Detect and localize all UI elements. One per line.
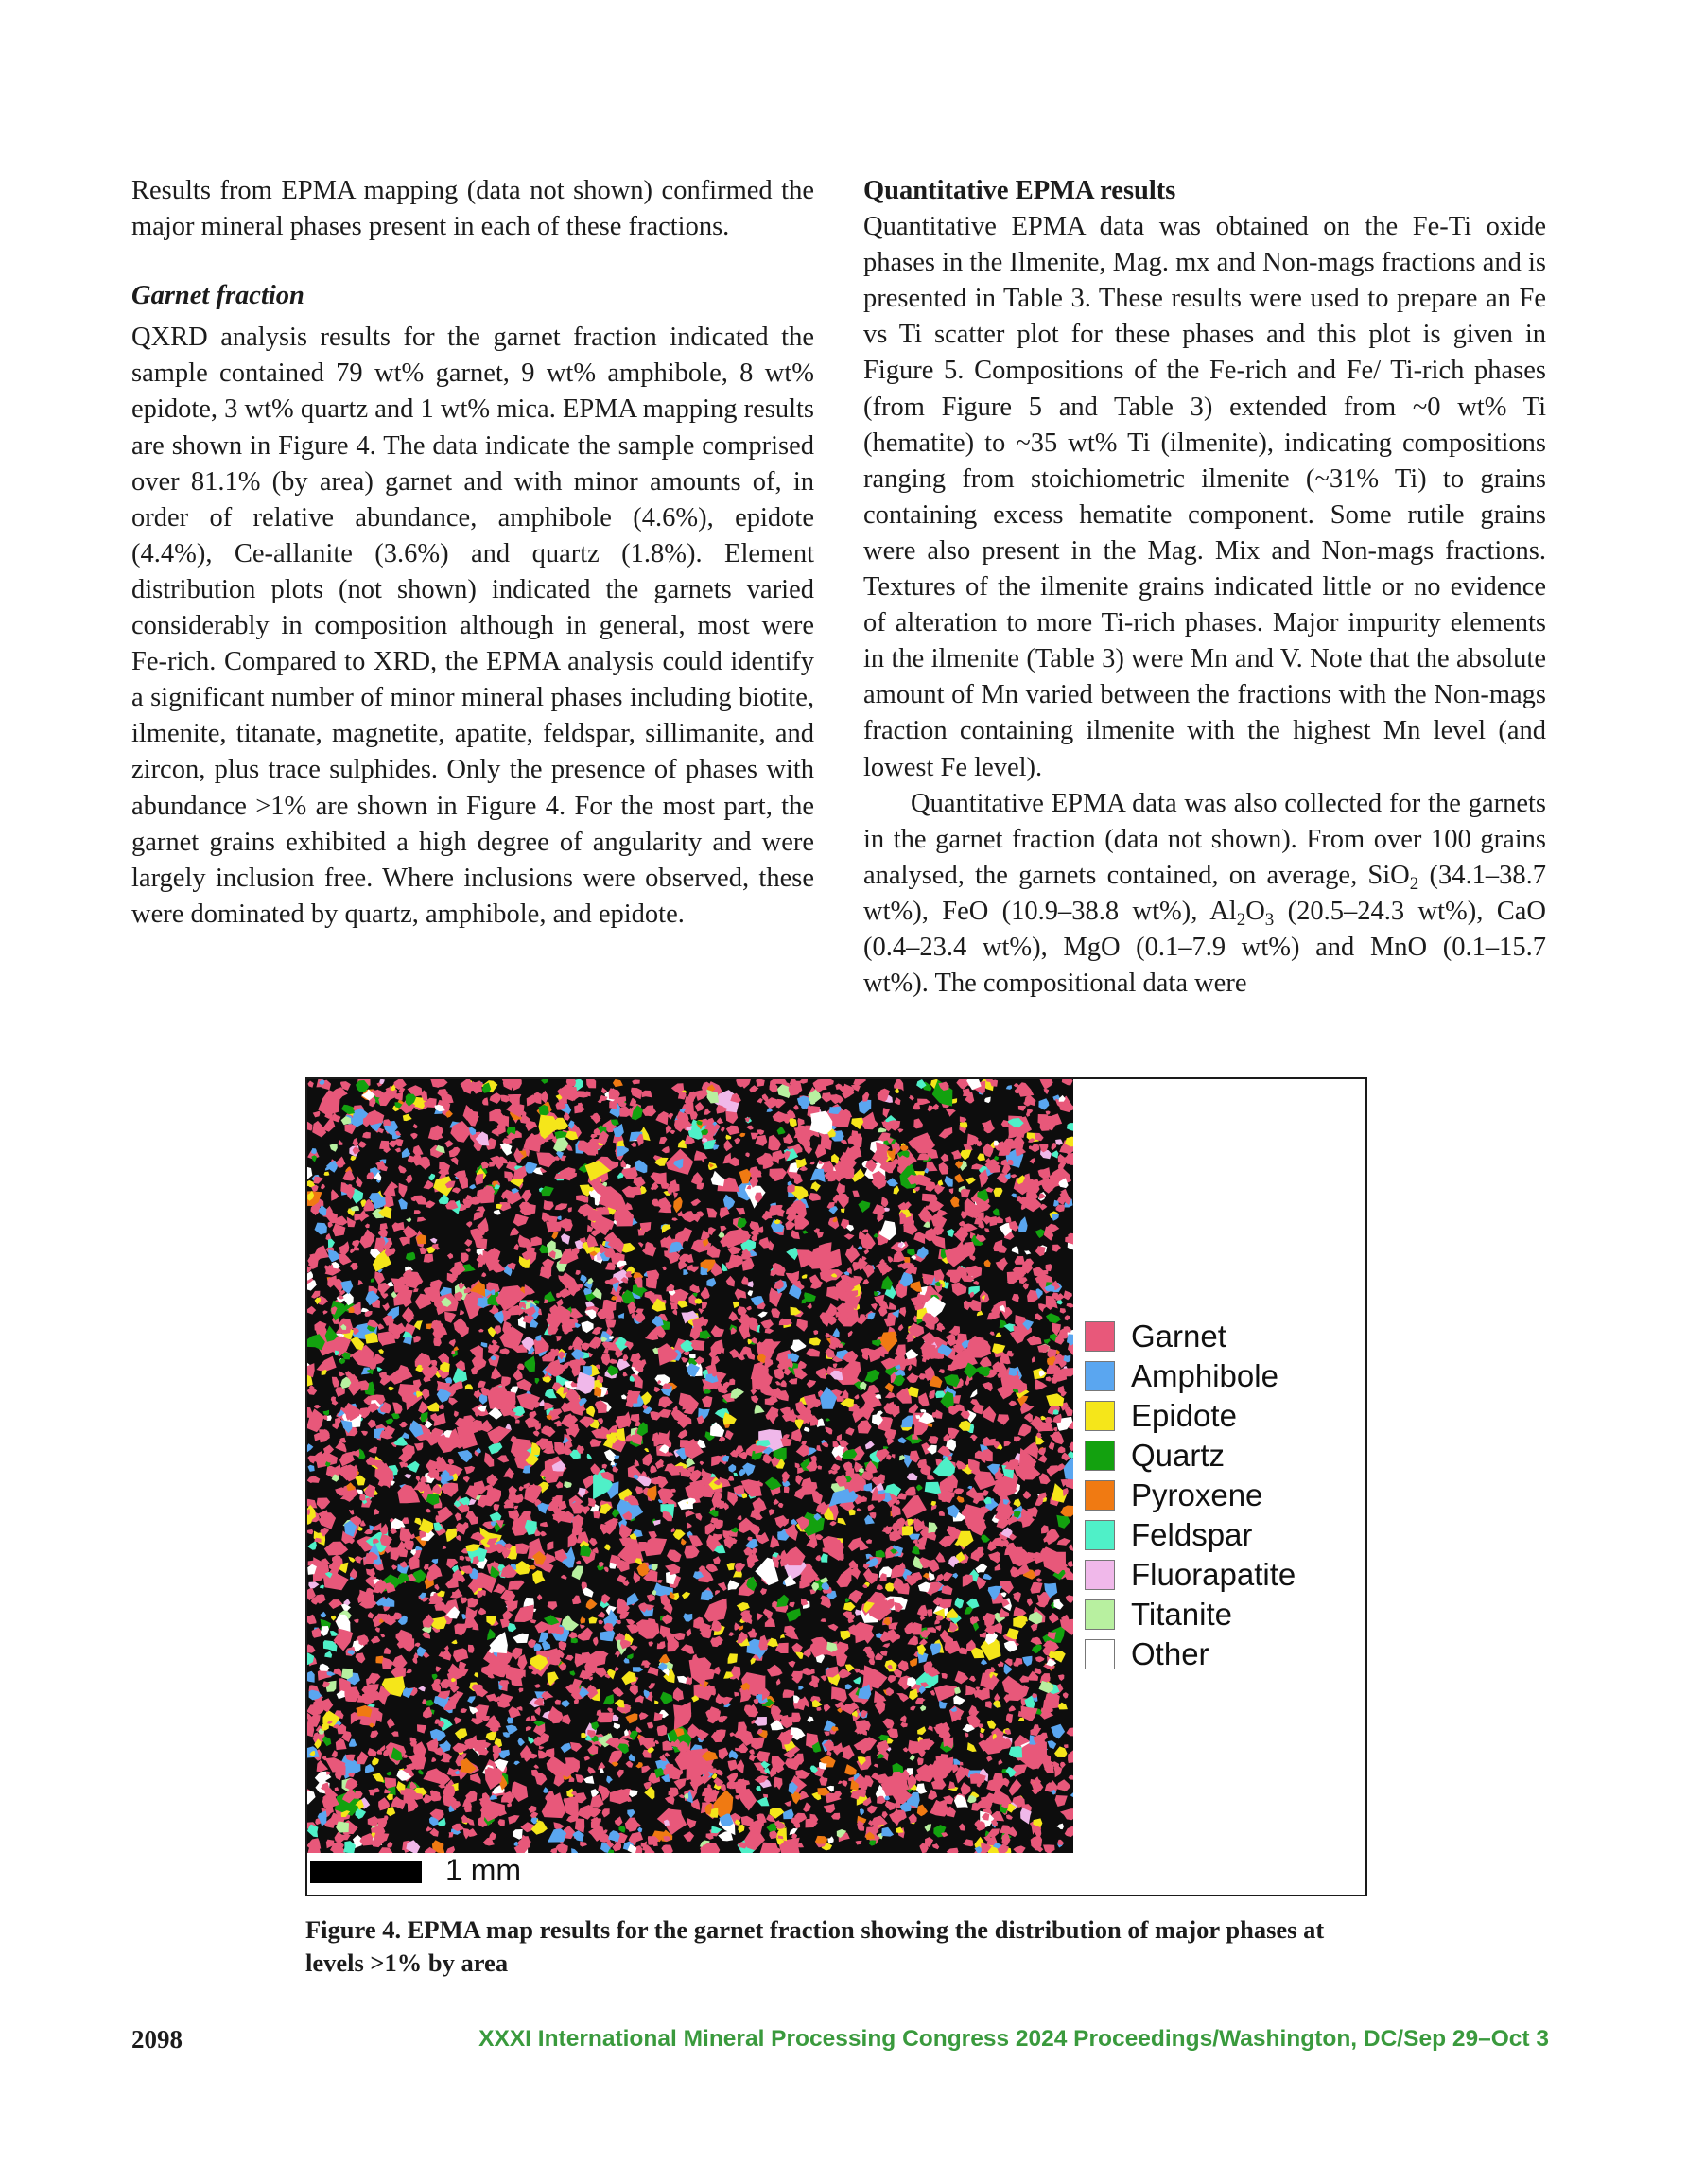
legend-item — [1085, 1396, 1296, 1436]
legend-swatch — [1085, 1441, 1115, 1471]
epma-phase-map — [307, 1079, 1073, 1853]
legend-swatch — [1085, 1480, 1115, 1511]
running-footer: XXXI International Mineral Processing Congress 2024 Proceedings/Washington, DC/Sep 29–Oct 3 — [478, 2026, 1549, 2052]
right-column — [863, 173, 1546, 1002]
legend-swatch — [1085, 1361, 1115, 1391]
mineral-grains — [307, 1079, 1073, 1853]
scale-bar — [310, 1861, 422, 1883]
legend-item — [1085, 1634, 1296, 1674]
legend-label: Other — [1131, 1636, 1209, 1671]
phase-legend — [1085, 1317, 1296, 1674]
epma-phase-map-image — [307, 1079, 1073, 1853]
garnet-fraction-subheading: Garnet fraction — [131, 281, 304, 311]
legend-swatch — [1085, 1321, 1115, 1352]
legend-label: Fluorapatite — [1131, 1557, 1296, 1592]
legend-item — [1085, 1356, 1296, 1396]
left-column — [131, 173, 814, 933]
quantitative-epma-heading: Quantitative EPMA results — [863, 176, 1176, 205]
legend-item — [1085, 1317, 1296, 1356]
figure-4-frame — [305, 1077, 1367, 1896]
legend-swatch — [1085, 1560, 1115, 1590]
quantitative-paragraph-1: Quantitative EPMA data was obtained on the Fe-Ti oxide phases in the Ilmenite, Mag. mx and Non-mags fractions and is presented in Table 3. These results were used to prepare an Fe vs Ti scatter plot for these phases and this plot is given in Figure 5. Compositions of the Fe-rich and Fe/ Ti-rich phases (from Figure 5 and Table 3) extended from ~0 wt% Ti (hematite) to ~35 wt% Ti (ilmenite), indicating compositions ranging from stoichiometric ilmenite (~31% Ti) to grains containing excess hematite component. Some rutile grains were also present in the Mag. Mix and Non-mags fractions. Textures of the ilmenite grains indicated little or no evidence of alteration to more Ti-rich phases. Major impurity elements in the ilmenite (Table 3) were Mn and V. Note that the absolute amount of Mn varied between the fractions with the Non-mags fraction containing ilmenite with the highest Mn level (and lowest Fe level). — [863, 212, 1546, 782]
legend-label: Amphibole — [1131, 1358, 1278, 1393]
legend-label: Garnet — [1131, 1319, 1226, 1354]
garnet-fraction-paragraph: QXRD analysis results for the garnet fraction indicated the sample contained 79 wt% garnet, 9 wt% amphibole, 8 wt% epidote, 3 wt% quartz and 1 wt% mica. EPMA mapping results are shown in Figure 4. The data indicate the sample comprised over 81.1% (by area) garnet and with minor amounts of, in order of relative abundance, amphibole (4.6%), epidote (4.4%), Ce-allanite (3.6%) and quartz (1.8%). Element distribution plots (not shown) indicated the garnets varied considerably in composition although in general, most were Fe-rich. Compared to XRD, the EPMA analysis could identify a significant number of minor mineral phases including biotite, ilmenite, titanate, magnetite, apatite, feldspar, sillimanite, and zircon, plus trace sulphides. Only the presence of phases with abundance >1% are shown in Figure 4. For the most part, the garnet grains exhibited a high degree of angularity and were largely inclusion free. Where inclusions were observed, these were dominated by quartz, amphibole, and epidote. — [131, 323, 814, 929]
legend-item — [1085, 1595, 1296, 1634]
legend-item — [1085, 1476, 1296, 1515]
legend-label: Titanite — [1131, 1597, 1232, 1632]
legend-label: Feldspar — [1131, 1517, 1253, 1552]
scale-bar-label: 1 mm — [445, 1853, 521, 1887]
legend-swatch — [1085, 1599, 1115, 1630]
legend-swatch — [1085, 1639, 1115, 1669]
quantitative-paragraph-2: Quantitative EPMA data was also collected for the garnets in the garnet fraction (data not shown). From over 100 grains analysed, the garnets contained, on average, SiO$_2$ (34.1–38.7 wt%), FeO (10.9–38.8 wt%), $Al_2O_3$ (20.5–24.3 wt%), CaO (0.4–23.4 wt%), MgO (0.1–7.9 wt%) and MnO (0.1–15.7 wt%). The compositional data were — [863, 788, 1546, 999]
legend-label: Pyroxene — [1131, 1477, 1263, 1512]
legend-label: Epidote — [1131, 1398, 1237, 1433]
legend-item — [1085, 1436, 1296, 1476]
legend-swatch — [1085, 1401, 1115, 1431]
legend-item — [1085, 1515, 1296, 1555]
page-number: 2098 — [131, 2025, 183, 2053]
figure-4-caption: Figure 4. EPMA map results for the garnet fraction showing the distribution of major phases at levels >1% by area — [305, 1915, 1325, 1977]
intro-paragraph: Results from EPMA mapping (data not shown) confirmed the major mineral phases present in each of these fractions. — [131, 176, 814, 242]
legend-swatch — [1085, 1520, 1115, 1550]
legend-label: Quartz — [1131, 1438, 1226, 1473]
legend-item — [1085, 1555, 1296, 1595]
